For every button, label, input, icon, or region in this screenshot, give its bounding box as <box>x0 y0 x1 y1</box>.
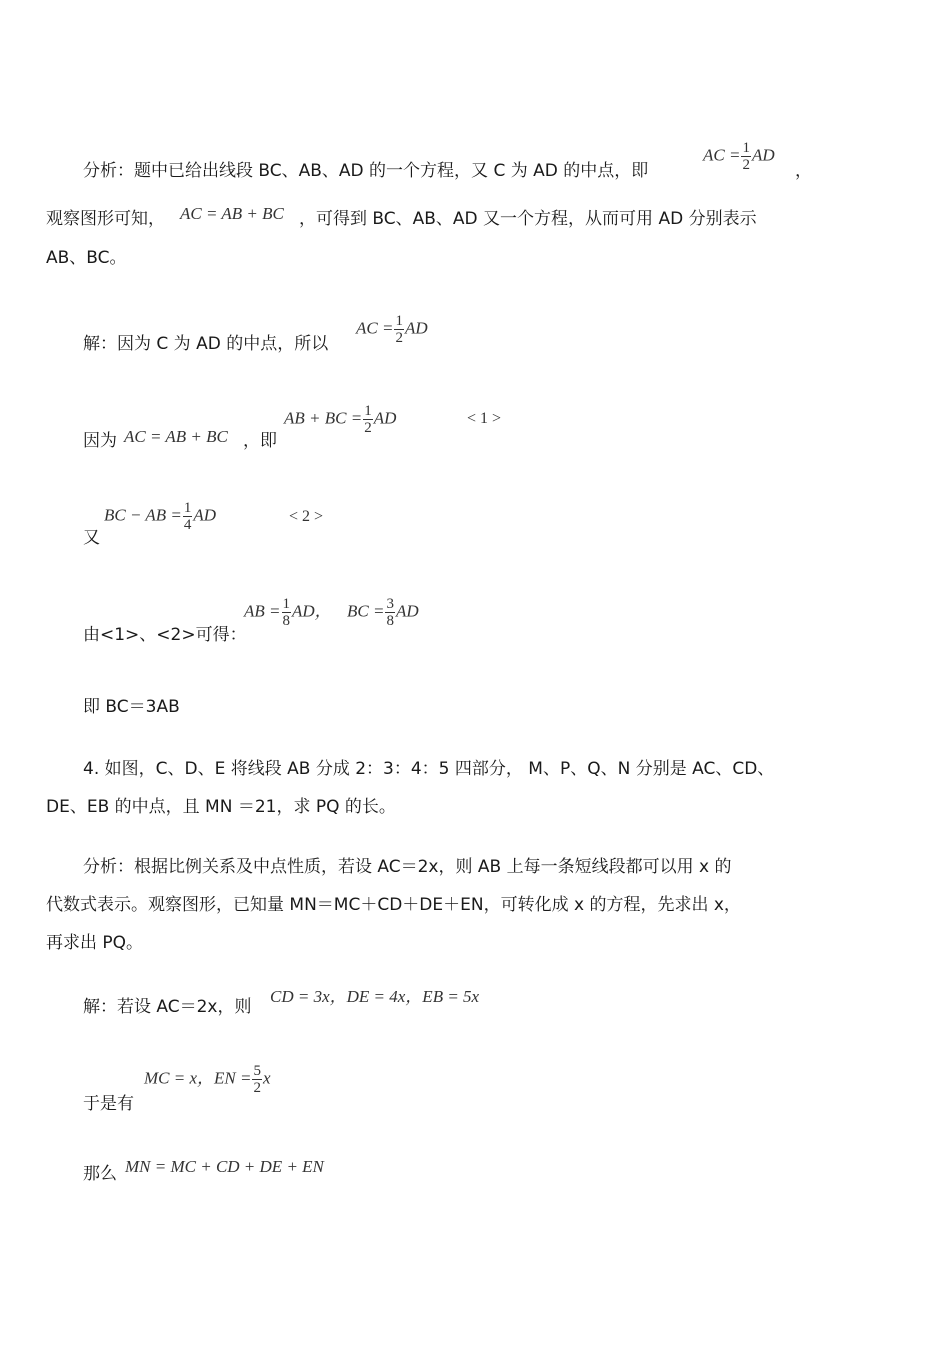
solution-line-3-prefix: 又 <box>83 528 100 548</box>
analysis-4-line-1: 分析：根据比例关系及中点性质，若设 AC＝2x，则 AB 上每一条短线段都可以用 x 的 <box>83 857 732 877</box>
fraction: $\frac{1}{8}$ <box>282 596 290 629</box>
formula-ab-bc-half-ad: AB + BC = $\frac{1}{2}$ AD <box>284 403 397 436</box>
formula-ac-ab-bc: AC = AB + BC <box>180 204 284 223</box>
formula-ab-eighth-ad: AB = $\frac{1}{8}$ AD， <box>244 596 332 629</box>
fraction: $\frac{3}{8}$ <box>386 596 394 629</box>
problem-4-line-2: DE、EB 的中点，且 MN ＝21，求 PQ 的长。 <box>46 797 396 817</box>
solution-4-line-3-prefix: 那么 <box>83 1164 117 1184</box>
solution-4-line-1: 解：若设 AC＝2x，则 <box>83 997 252 1017</box>
problem-4-line-1: 4. 如图，C、D、E 将线段 AB 分成 2：3：4：5 四部分， M、P、Q、N 分别是 AC、CD、 <box>83 759 775 779</box>
solution-4-line-2-prefix: 于是有 <box>83 1094 134 1114</box>
fraction: $\frac{1}{4}$ <box>183 500 192 533</box>
formula-cd-de-eb: CD = 3x，DE = 4x，EB = 5x <box>270 987 480 1006</box>
analysis-4-line-2: 代数式表示。观察图形，已知量 MN＝MC＋CD＋DE＋EN，可转化成 x 的方程，先求出 x， <box>46 895 741 915</box>
analysis-4-line-3: 再求出 PQ。 <box>46 933 144 953</box>
solution-line-5: 即 BC＝3AB <box>83 697 180 717</box>
formula-ac-half-ad: AC = $\frac{1}{2}$ AD <box>703 140 775 173</box>
solution-line-2-prefix: 因为 <box>83 431 117 451</box>
equation-label-2: < 2 > <box>289 508 324 525</box>
analysis-line-2-suffix: ，可得到 BC、AB、AD 又一个方程，从而可用 AD 分别表示 <box>299 209 757 229</box>
formula-bc-ab-quarter-ad: BC − AB = $\frac{1}{4}$ AD <box>104 500 217 533</box>
fraction: $\frac{5}{2}$ <box>253 1063 261 1096</box>
solution-line-2-mid: ，即 <box>243 431 277 451</box>
fraction: $\frac{1}{2}$ <box>742 140 750 173</box>
formula-ac-ab-bc-2: AC = AB + BC <box>124 427 228 446</box>
solution-line-4-prefix: 由<1>、<2>可得： <box>83 625 247 645</box>
analysis-line-1-comma: ， <box>795 161 812 181</box>
formula-ac-half-ad-2: AC = $\frac{1}{2}$ AD <box>356 313 428 346</box>
formula-bc-three-eighths-ad: BC = $\frac{3}{8}$ AD <box>347 596 419 629</box>
fraction: $\frac{1}{2}$ <box>395 313 403 346</box>
analysis-line-3: AB、BC。 <box>46 248 127 268</box>
formula-mc-en: MC = x，EN = $\frac{5}{2}$ x <box>144 1063 271 1096</box>
solution-line-1: 解：因为 C 为 AD 的中点，所以 <box>83 334 329 354</box>
analysis-line-2-prefix: 观察图形可知， <box>46 209 165 229</box>
fraction: $\frac{1}{2}$ <box>364 403 372 436</box>
formula-mn-sum: MN = MC + CD + DE + EN <box>125 1157 324 1176</box>
equation-label-1: < 1 > <box>467 410 502 427</box>
analysis-line-1: 分析：题中已给出线段 BC、AB、AD 的一个方程，又 C 为 AD 的中点，即 <box>83 161 649 181</box>
